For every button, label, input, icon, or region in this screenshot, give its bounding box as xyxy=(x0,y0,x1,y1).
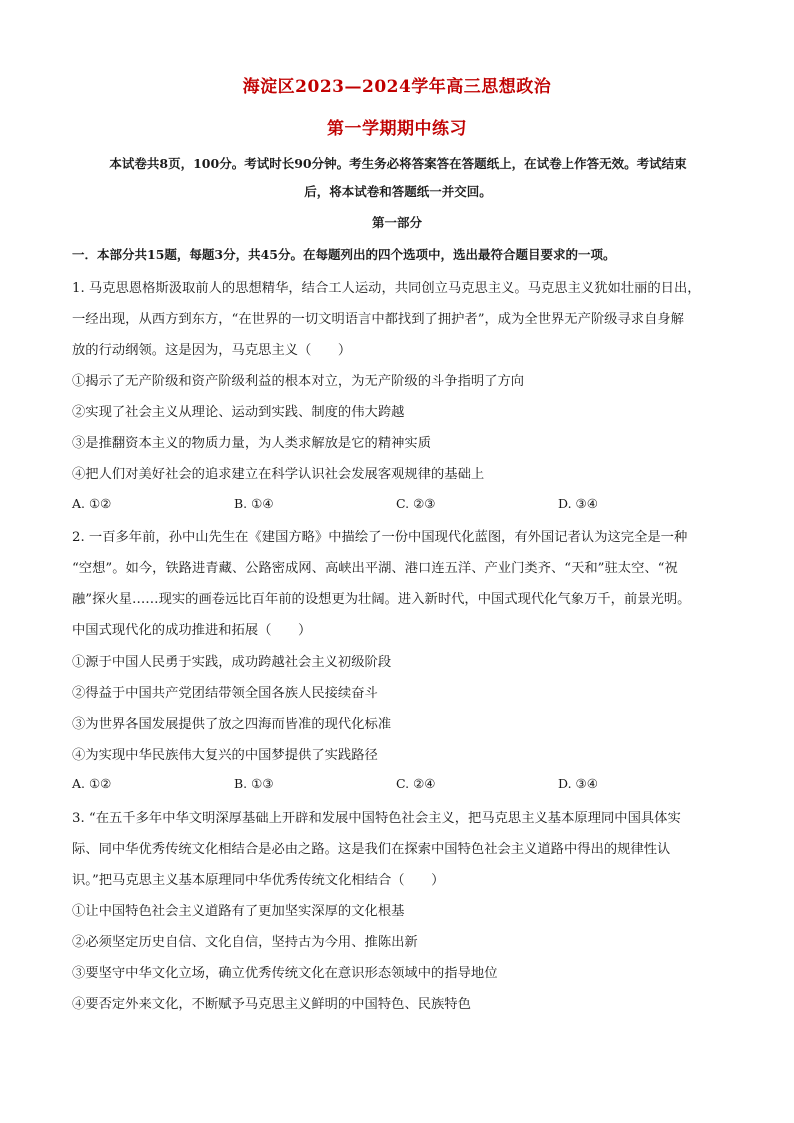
section-instruction: 一．本部分共15题，每题3分，共45分。在每题列出的四个选项中，选出最符合题目要求的一项。 xyxy=(72,247,616,262)
exam-subtitle: 第一学期期中练习 xyxy=(327,119,467,139)
question-2-stem: 中国式现代化的成功推进和拓展（ ） xyxy=(72,623,312,638)
question-2-statement: ②得益于中国共产党团结带领全国各族人民接续奋斗 xyxy=(72,686,378,701)
exam-notice xyxy=(72,150,724,206)
question-1-statement: ④把人们对美好社会的追求建立在科学认识社会发展客观规律的基础上 xyxy=(72,467,485,482)
question-3-stem: 识。”把马克思主义基本原理同中华优秀传统文化相结合（ ） xyxy=(72,873,445,888)
notice-line: 本试卷共8页，100分。考试时长90分钟。考生务必将答案答在答题纸上，在试卷上作答无效。考试结束 xyxy=(109,156,687,171)
question-2-statement: ③为世界各国发展提供了放之四海而皆准的现代化标准 xyxy=(72,717,392,732)
question-1-option-d: D. ③④ xyxy=(558,496,598,511)
question-3-statement: ②必须坚定历史自信、文化自信，坚持古为今用、推陈出新 xyxy=(72,935,418,950)
question-1-stem: 1. 马克思恩格斯汲取前人的思想精华，结合工人运动，共同创立马克思主义。马克思主义犹如壮丽的日出， xyxy=(72,281,701,296)
question-1-option-c: C. ②③ xyxy=(396,496,436,511)
question-3-statement: ①让中国特色社会主义道路有了更加坚实深厚的文化根基 xyxy=(72,904,405,919)
question-1-statement: ②实现了社会主义从理论、运动到实践、制度的伟大跨越 xyxy=(72,405,405,420)
question-3-statement: ④要否定外来文化，不断赋予马克思主义鲜明的中国特色、民族特色 xyxy=(72,997,471,1012)
question-2-stem: 2. 一百多年前，孙中山先生在《建国方略》中描绘了一份中国现代化蓝图，有外国记者认为这完全是一种 xyxy=(72,530,688,545)
part-heading: 第一部分 xyxy=(371,215,422,230)
question-1-option-b: B. ①④ xyxy=(234,496,274,511)
question-1-statement: ③是推翻资本主义的物质力量，为人类求解放是它的精神实质 xyxy=(72,436,432,451)
question-1-option-a: A. ①② xyxy=(72,496,112,511)
question-2-option-d: D. ③④ xyxy=(558,776,598,791)
question-2-statement: ④为实现中华民族伟大复兴的中国梦提供了实践路径 xyxy=(72,748,378,763)
question-2-option-b: B. ①③ xyxy=(234,776,274,791)
question-1-stem: 一经出现，从西方到东方，“在世界的一切文明语言中都找到了拥护者”，成为全世界无产阶级寻求自身解 xyxy=(72,312,684,327)
question-3-stem: 3. “在五千多年中华文明深厚基础上开辟和发展中国特色社会主义，把马克思主义基本原理同中国具体实 xyxy=(72,811,681,826)
question-2-option-c: C. ②④ xyxy=(396,776,436,791)
question-1-statement: ①揭示了无产阶级和资产阶级利益的根本对立，为无产阶级的斗争指明了方向 xyxy=(72,374,525,389)
question-2-stem: “空想”。如今，铁路进青藏、公路密成网、高峡出平湖、港口连五洋、产业门类齐、“天和”驻太空、“祝 xyxy=(72,561,678,576)
notice-line: 后，将本试卷和答题纸一并交回。 xyxy=(304,184,492,199)
question-2-option-a: A. ①② xyxy=(72,776,112,791)
question-3-statement: ③要坚守中华文化立场，确立优秀传统文化在意识形态领域中的指导地位 xyxy=(72,966,498,981)
exam-title: 海淀区2023—2024学年高三思想政治 xyxy=(242,77,552,97)
question-2-statement: ①源于中国人民勇于实践，成功跨越社会主义初级阶段 xyxy=(72,655,392,670)
question-2-stem: 融”探火星……现实的画卷远比百年前的设想更为壮阔。进入新时代，中国式现代化气象万千，前景光明。 xyxy=(72,592,691,607)
question-3-stem: 际、同中华优秀传统文化相结合是必由之路。这是我们在探索中国特色社会主义道路中得出的规律性认 xyxy=(72,842,671,857)
question-1-stem: 放的行动纲领。这是因为，马克思主义（ ） xyxy=(72,343,352,358)
